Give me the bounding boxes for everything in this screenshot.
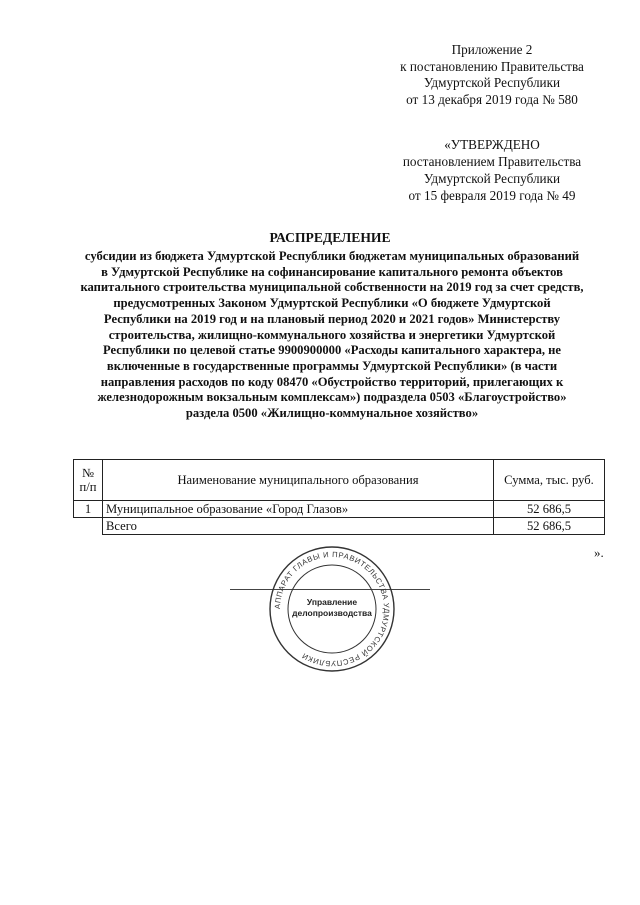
subtitle-line: включенные в государственные программы Удмуртской Республики» (в части: [106, 358, 558, 373]
appendix-line-3: Удмуртской Республики: [423, 75, 561, 90]
appendix-note: [372, 42, 612, 108]
table-total-row: [74, 518, 605, 535]
row-number: 1: [74, 501, 103, 518]
subtitle-line: раздела 0500 «Жилищно-коммунальное хозяйство»: [185, 406, 479, 421]
total-number-cell: [74, 518, 103, 535]
header-number-line-2: п/п: [79, 480, 97, 494]
subtitle-line: направления расходов по коду 08470 «Обустройство территорий, прилегающих к: [100, 374, 564, 389]
subtitle-line: в Удмуртской Республике на софинансирование капитального ремонта объектов: [101, 264, 563, 279]
distribution-table: [73, 459, 605, 535]
stamp-center-line-1: Управление: [306, 597, 358, 607]
approved-note: [372, 136, 612, 204]
table-header-row: [74, 460, 605, 501]
subtitle-line: предусмотренных Законом Удмуртской Республики «О бюджете Удмуртской: [113, 296, 551, 311]
appendix-line-1: Приложение 2: [451, 42, 533, 57]
subtitle-line: капитального строительства муниципальной собственности на 2019 год за счет средств,: [80, 280, 584, 295]
stamp-center-line-2: делопроизводства: [292, 608, 372, 618]
subtitle-line: Республики на 2019 год и на плановый период 2020 и 2021 годов» Министерству: [103, 311, 561, 326]
subtitle-line: строительства, жилищно-коммунального хозяйства и энергетики Удмуртской: [108, 327, 556, 342]
approved-line-3: Удмуртской Республики: [423, 171, 561, 186]
appendix-line-4: от 13 декабря 2019 года № 580: [406, 91, 578, 107]
row-sum: 52 686,5: [494, 501, 605, 518]
header-name: Наименование муниципального образования: [103, 460, 494, 501]
approved-line-1: «УТВЕРЖДЕНО: [444, 137, 540, 152]
appendix-line-2: к постановлению Правительства: [400, 58, 584, 74]
total-sum: 52 686,5: [494, 518, 605, 535]
document-title: РАСПРЕДЕЛЕНИЕ: [269, 230, 391, 245]
document-subtitle: [62, 249, 602, 422]
subtitle-line: Республики по целевой статье 9900900000 «Расходы капитального характера, не: [102, 343, 562, 358]
header-number: [74, 460, 103, 501]
header-sum: Сумма, тыс. руб.: [494, 460, 605, 501]
subtitle-line: железнодорожным вокзальным комплексам») подраздела 0503 «Благоустройство»: [97, 390, 567, 405]
approved-line-4: от 15 февраля 2019 года № 49: [408, 188, 576, 203]
row-name: Муниципальное образование «Город Глазов»: [103, 501, 494, 518]
subtitle-line: субсидии из бюджета Удмуртской Республики бюджетам муниципальных образований: [84, 249, 580, 263]
header-number-line-1: №: [81, 466, 95, 480]
approved-line-2: постановлением Правительства: [402, 154, 582, 169]
table-row: [74, 501, 605, 518]
stamp-ring-text: АППАРАТ ГЛАВЫ И ПРАВИТЕЛЬСТВА УДМУРТСКОЙ РЕСПУБЛИКИ: [272, 549, 392, 669]
total-label: Всего: [103, 518, 494, 535]
closing-quote: ».: [594, 545, 604, 560]
official-stamp: [266, 543, 398, 675]
